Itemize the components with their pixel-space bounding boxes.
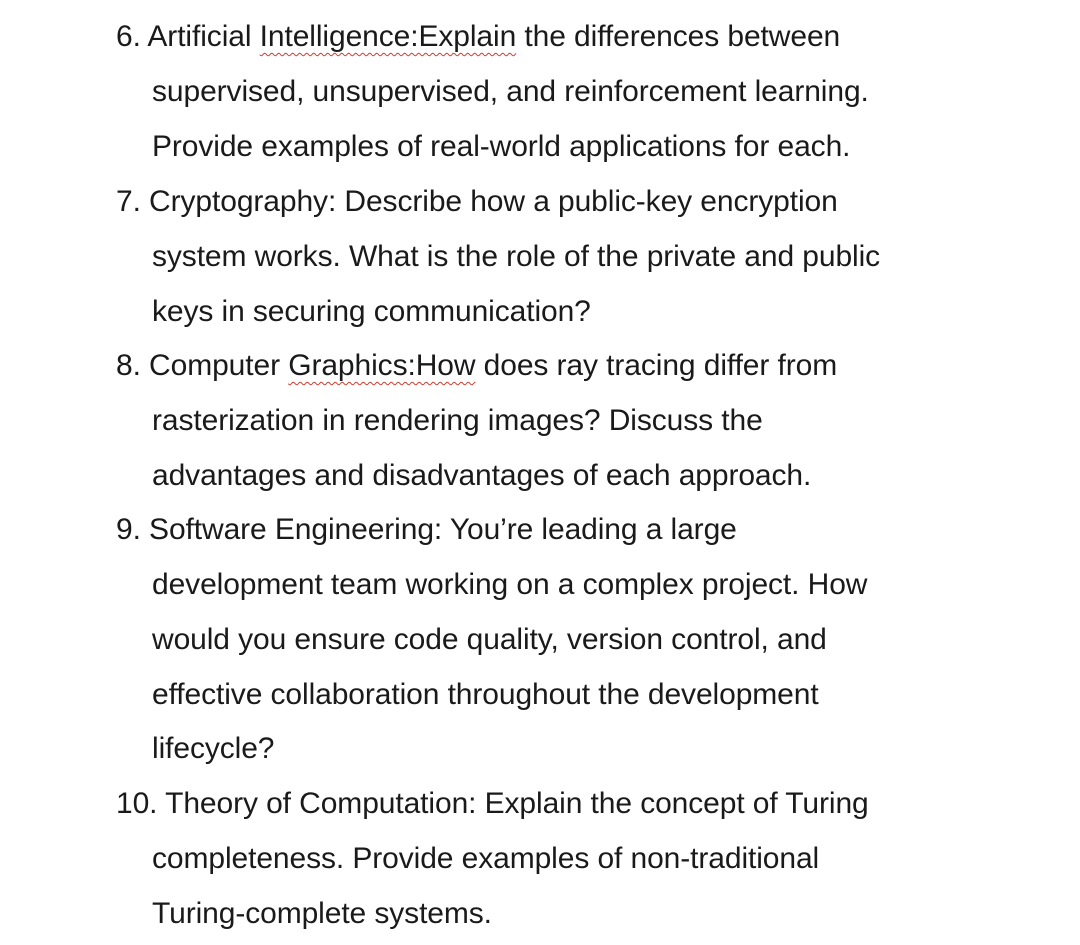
item-text: 10. Theory of Computation: Explain the concept of Turing: [116, 787, 869, 820]
item-text-line: Turing-complete systems.: [152, 897, 492, 930]
item-text: 9. Software Engineering: You’re leading a large: [116, 513, 737, 546]
item-first-line: [116, 184, 838, 220]
item-text-line: completeness. Provide examples of non-traditional: [152, 842, 820, 875]
item-text-line: would you ensure code quality, version control, and: [152, 623, 827, 656]
spellcheck-flagged-word[interactable]: Graphics:How: [288, 349, 476, 382]
item-text: 6. Artificial: [116, 20, 260, 53]
item-first-line: [116, 512, 737, 548]
item-text-line: lifecycle?: [152, 732, 275, 765]
item-first-line: [116, 19, 840, 55]
item-text: 7. Cryptography: Describe how a public-key encryption: [116, 185, 838, 218]
item-text-line: effective collaboration throughout the development: [152, 678, 819, 711]
item-text: does ray tracing differ from: [475, 349, 838, 382]
item-text-line: advantages and disadvantages of each approach.: [152, 459, 812, 492]
item-text-line: keys in securing communication?: [152, 295, 591, 328]
item-text-line: rasterization in rendering images? Discuss the: [152, 404, 763, 437]
item-first-line: [116, 348, 837, 384]
item-first-line: [116, 786, 869, 822]
item-text: the differences between: [516, 20, 841, 53]
item-text-line: system works. What is the role of the private and public: [152, 240, 881, 273]
item-text: 8. Computer: [116, 349, 289, 382]
item-text-line: supervised, unsupervised, and reinforcement learning.: [152, 75, 869, 108]
spellcheck-flagged-word[interactable]: Intelligence:Explain: [259, 20, 517, 53]
item-text-line: Provide examples of real-world applications for each.: [152, 130, 851, 163]
item-text-line: development team working on a complex project. How: [152, 568, 868, 601]
